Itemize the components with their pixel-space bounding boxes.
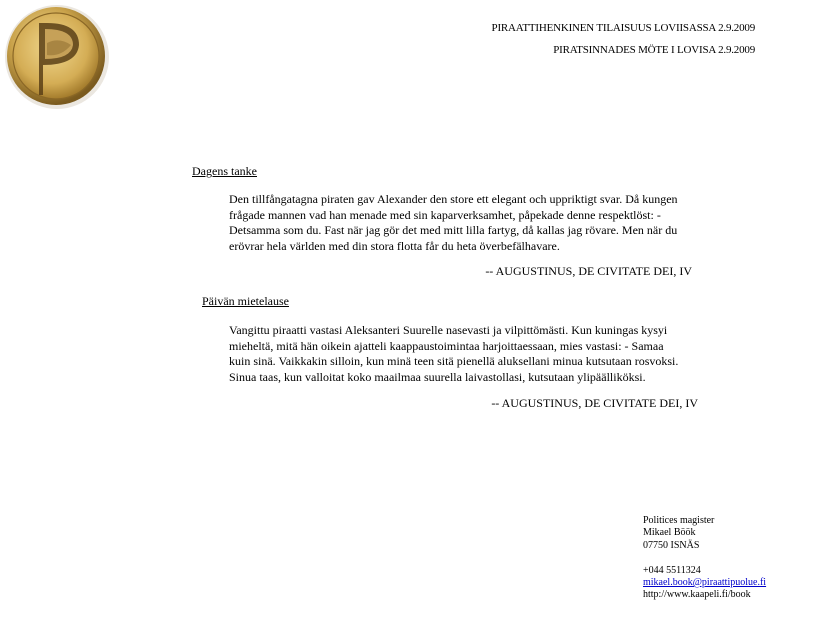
swedish-quote-line: Detsamma som du. Fast när jag gör det med mitt lilla fartyg, då kallas jag rövare. Men när du [229, 223, 678, 237]
contact-phone: +044 5511324 [643, 564, 701, 576]
finnish-quote-line: Vangittu piraatti vastasi Aleksanteri Suurelle nasevasti ja vilpittömästi. Kun kuningas kysyi [229, 323, 668, 337]
contact-title: Politices magister [643, 515, 715, 526]
header-event-finnish: PIRAATTIHENKINEN TILAISUUS LOVIISASSA 2.9.2009 [491, 22, 755, 34]
swedish-heading: Dagens tanke [192, 164, 257, 178]
finnish-quote-line: kuin sinä. Vaikkakin silloin, kun minä teen sitä pienellä aluksellani minua kutsutaan rosvoksi. [229, 354, 679, 368]
contact-block [643, 515, 766, 602]
swedish-quote-line: frågade mannen vad han menade med sin kaparverksamhet, påpekade denne respektlöst: - [229, 207, 661, 222]
contact-website: http://www.kaapeli.fi/book [643, 589, 751, 601]
swedish-quote [229, 192, 699, 254]
pirate-party-logo-icon [3, 3, 111, 111]
swedish-attribution: -- AUGUSTINUS, DE CIVITATE DEI, IV [485, 264, 692, 278]
contact-email-link[interactable]: mikael.book@piraattipuolue.fi [643, 577, 767, 589]
finnish-quote-line: mieheltä, mitä hän oikein ajatteli kaappaustoimintaa harjoittaessaan, mies vastasi: - Samaa [229, 338, 664, 353]
swedish-quote-line: Den tillfångatagna piraten gav Alexander den store ett elegant och uppriktigt svar. Då kungen [229, 192, 678, 206]
swedish-quote-line: erövrar hela världen med din stora flotta får du heta överbefälhavare. [229, 238, 560, 253]
header-event-swedish: PIRATSINNADES MÖTE I LOVISA 2.9.2009 [553, 44, 755, 56]
contact-address: 07750 ISNÄS [643, 539, 700, 551]
contact-name: Mikael Böök [643, 527, 696, 539]
finnish-quote-line: Sinua taas, kun valloitat koko maailmaa suurella laivastollasi, kutsutaan ylipäälliköksi. [229, 369, 646, 384]
finnish-quote [229, 323, 699, 385]
finnish-attribution: -- AUGUSTINUS, DE CIVITATE DEI, IV [491, 396, 698, 410]
contact-spacer [643, 552, 766, 564]
finnish-heading: Päivän mietelause [202, 294, 289, 308]
